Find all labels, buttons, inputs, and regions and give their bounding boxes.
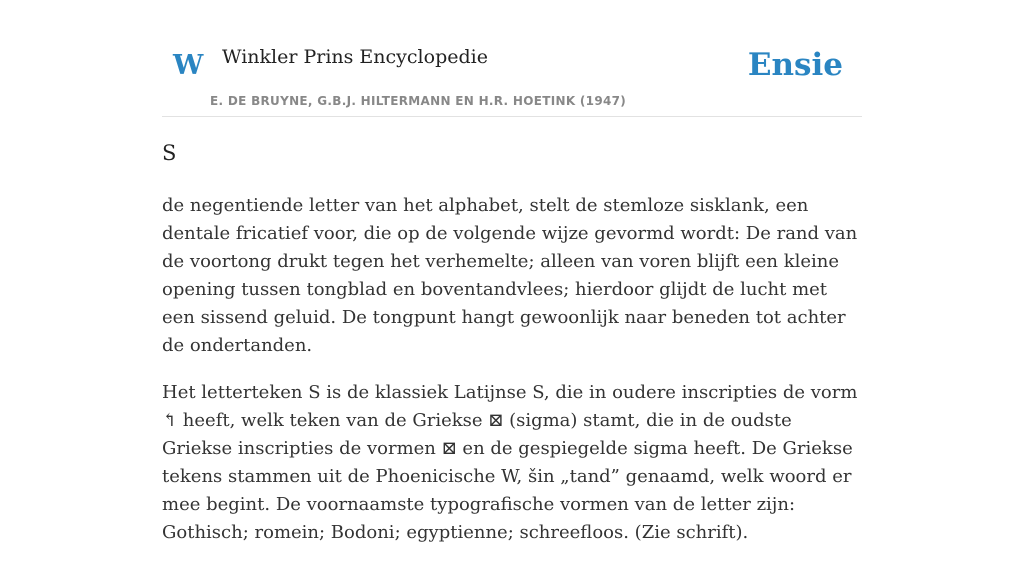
page bbox=[162, 0, 862, 543]
entry-paragraph-2: Het letterteken S is de klassiek Latijnse S, die in oudere inscripties de vorm ↰ heeft, welk teken van de Griekse ⊠ (sigma) stamt, die in de oudste Griekse inscripties de vormen ⊠ en de gespiegelde sigma heeft. De Griekse tekens stammen uit de Phoenicische W, šin „tand” genaamd, welk woord er mee begint. De voornaamste typografische vormen van de letter zijn: Gothisch; romein; Bodoni; egyptienne; schreefloos. (Zie schrift). bbox=[162, 382, 858, 543]
entry-term: S bbox=[162, 141, 177, 165]
authors-line: E. DE BRUYNE, G.B.J. HILTERMANN EN H.R. HOETINK (1947) bbox=[210, 94, 627, 108]
encyclopedia-title[interactable]: Winkler Prins Encyclopedie bbox=[222, 46, 488, 68]
entry-paragraph-1: de negentiende letter van het alphabet, stelt de stemloze sisklank, een dentale fricatief voor, die op de volgende wijze gevormd wordt: De rand van de voortong drukt tegen het verhemelte; alleen van voren blijft een kleine opening tussen tongblad en boventandvlees; hierdoor glijdt de lucht met een sissend geluid. De tongpunt hangt gewoonlijk naar beneden tot achter de ondertanden. bbox=[162, 195, 858, 356]
entry-body bbox=[162, 192, 862, 566]
header bbox=[162, 0, 862, 117]
encyclopedia-logo[interactable]: W bbox=[173, 50, 204, 81]
ensie-logo[interactable]: Ensie bbox=[747, 47, 843, 83]
